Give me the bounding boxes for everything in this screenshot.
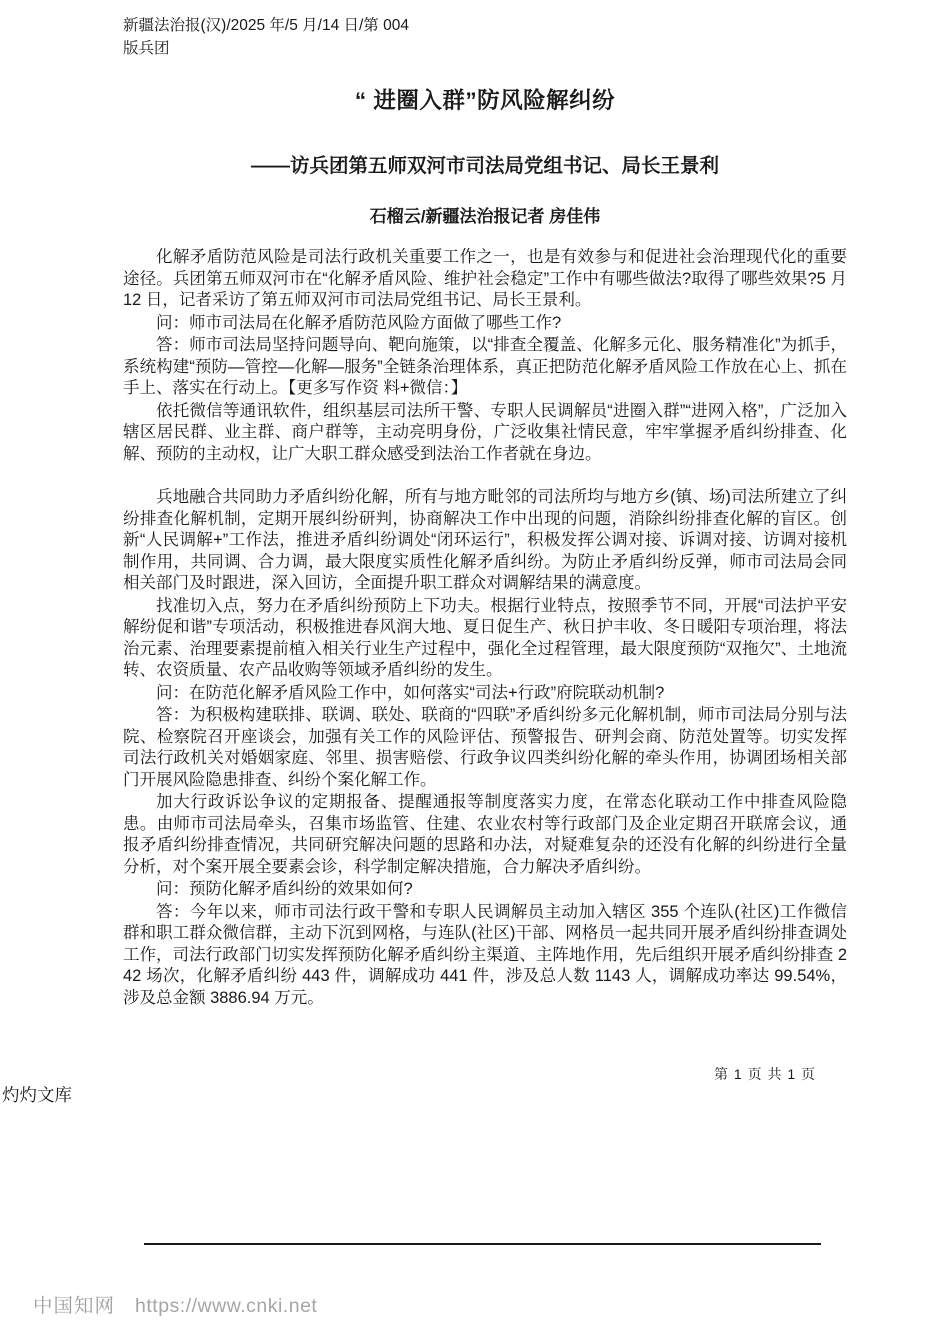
answer-paragraph-2: 答：为积极构建联排、联调、联处、联商的“四联”矛盾纠纷多元化解机制，师市司法局分别与法院、检察院召开座谈会，加强有关工作的风险评估、预警报告、研判会商、防范处置等。切实发挥司法行政机关对婚姻家庭、邻里、损害赔偿、行政争议四类纠纷化解的牵头作用，协调团场相关部门开展风险隐患排查、纠纷个案化解工作。	[123, 706, 847, 789]
cnki-logo-text: 中国知网	[33, 1295, 116, 1317]
article-paragraph: 依托微信等通讯软件，组织基层司法所干警、专职人民调解员“进圈入群”“进网入格”，广泛加入辖区居民群、业主群、商户群等，主动亮明身份，广泛收集社情民意，牢牢掌握矛盾纠纷排查、化解、预防的主动权，让广大职工群众感受到法治工作者就在身边。	[123, 401, 847, 463]
paragraph-spacer	[123, 466, 847, 487]
article-paragraph-intro: 化解矛盾防范风险是司法行政机关重要工作之一，也是有效参与和促进社会治理现代化的重要途径。兵团第五师双河市在“化解矛盾风险、维护社会稳定”工作中有哪些做法?取得了哪些效果?5 月 12 日，记者采访了第五师双河市司法局党组书记、局长王景利。	[123, 248, 847, 309]
article-content	[123, 14, 847, 1010]
article-paragraph: 兵地融合共同助力矛盾纠纷化解，所有与地方毗邻的司法所均与地方乡(镇、场)司法所建立了纠纷排查化解机制，定期开展纠纷研判，协商解决工作中出现的问题，消除纠纷排查化解的盲区。创新“人民调解+”工作法，推进矛盾纠纷调处“闭环运行”，积极发挥公调对接、诉调对接、访调对接机制作用，共同调、合力调，最大限度实质性化解矛盾纠纷。为防止矛盾纠纷反弹，师市司法局会同相关部门及时跟进，深入回访，全面提升职工群众对调解结果的满意度。	[123, 488, 847, 592]
publication-info	[123, 14, 847, 60]
article-subtitle: ——访兵团第五师双河市司法局党组书记、局长王景利	[250, 155, 719, 177]
publication-info-line1: 新疆法治报(汉)/2025 年/5 月/14 日/第 004	[123, 17, 409, 34]
question-paragraph-1: 问：师市司法局在化解矛盾防范风险方面做了哪些工作?	[156, 313, 562, 332]
article-paragraph: 找准切入点，努力在矛盾纠纷预防上下功夫。根据行业特点，按照季节不同，开展“司法护平安解纷促和谐”专项活动，积极推进春风润大地、夏日促生产、秋日护丰收、冬日暖阳专项治理，将法治元素、治理要素提前植入相关行业生产过程中，强化全过程管理，最大限度预防“双拖欠”、土地流转、农资质量、农产品收购等领域矛盾纠纷的发生。	[123, 596, 847, 679]
article-body	[123, 247, 847, 1009]
cnki-footer	[33, 1290, 317, 1318]
publication-info-line2: 版兵团	[123, 40, 170, 57]
cnki-url: https://www.cnki.net	[135, 1295, 318, 1317]
page-number: 第 1 页 共 1 页	[714, 1066, 817, 1082]
question-paragraph-2: 问：在防范化解矛盾风险工作中，如何落实“司法+行政”府院联动机制?	[156, 683, 665, 702]
answer-paragraph-1: 答：师市司法局坚持问题导向、靶向施策，以“排查全覆盖、化解多元化、服务精准化”为抓手，系统构建“预防—管控—化解—服务”全链条治理体系，真正把防范化解矛盾风险工作放在心上、抓在手上、落实在行动上。【更多写作资 料+微信：】	[123, 336, 847, 397]
answer-paragraph-3: 答：今年以来，师市司法行政干警和专职人民调解员主动加入辖区 355 个连队(社区)工作微信群和职工群众微信群，主动下沉到网格，与连队(社区)干部、网格员一起共同开展矛盾纠纷排查调处工作，司法行政部门切实发挥预防化解矛盾纠纷主渠道、主阵地作用，先后组织开展矛盾纠纷排查 242 场次，化解矛盾纠纷 443 件，调解成功 441 件，涉及总人数 1143 人，调解成功率达 99.54%，涉及总金额 3886.94 万元。	[123, 902, 847, 1007]
article-paragraph: 加大行政诉讼争议的定期报备、提醒通报等制度落实力度，在常态化联动工作中排查风险隐患。由师市司法局牵头，召集市场监管、住建、农业农村等行政部门及企业定期召开联席会议，通报矛盾纠纷排查情况，共同研究解决问题的思路和办法，对疑难复杂的还没有化解的纠纷进行全量分析，对个案开展全要素会诊，科学制定解决措施，合力解决矛盾纠纷。	[123, 793, 847, 876]
watermark-library: 灼灼文库	[2, 1085, 72, 1105]
footer-divider	[144, 1243, 821, 1245]
article-title: “ 进圈入群”防风险解纠纷	[354, 88, 616, 113]
article-byline: 石榴云/新疆法治报记者 房佳伟	[369, 207, 601, 226]
question-paragraph-3: 问：预防化解矛盾纠纷的效果如何?	[156, 880, 413, 898]
